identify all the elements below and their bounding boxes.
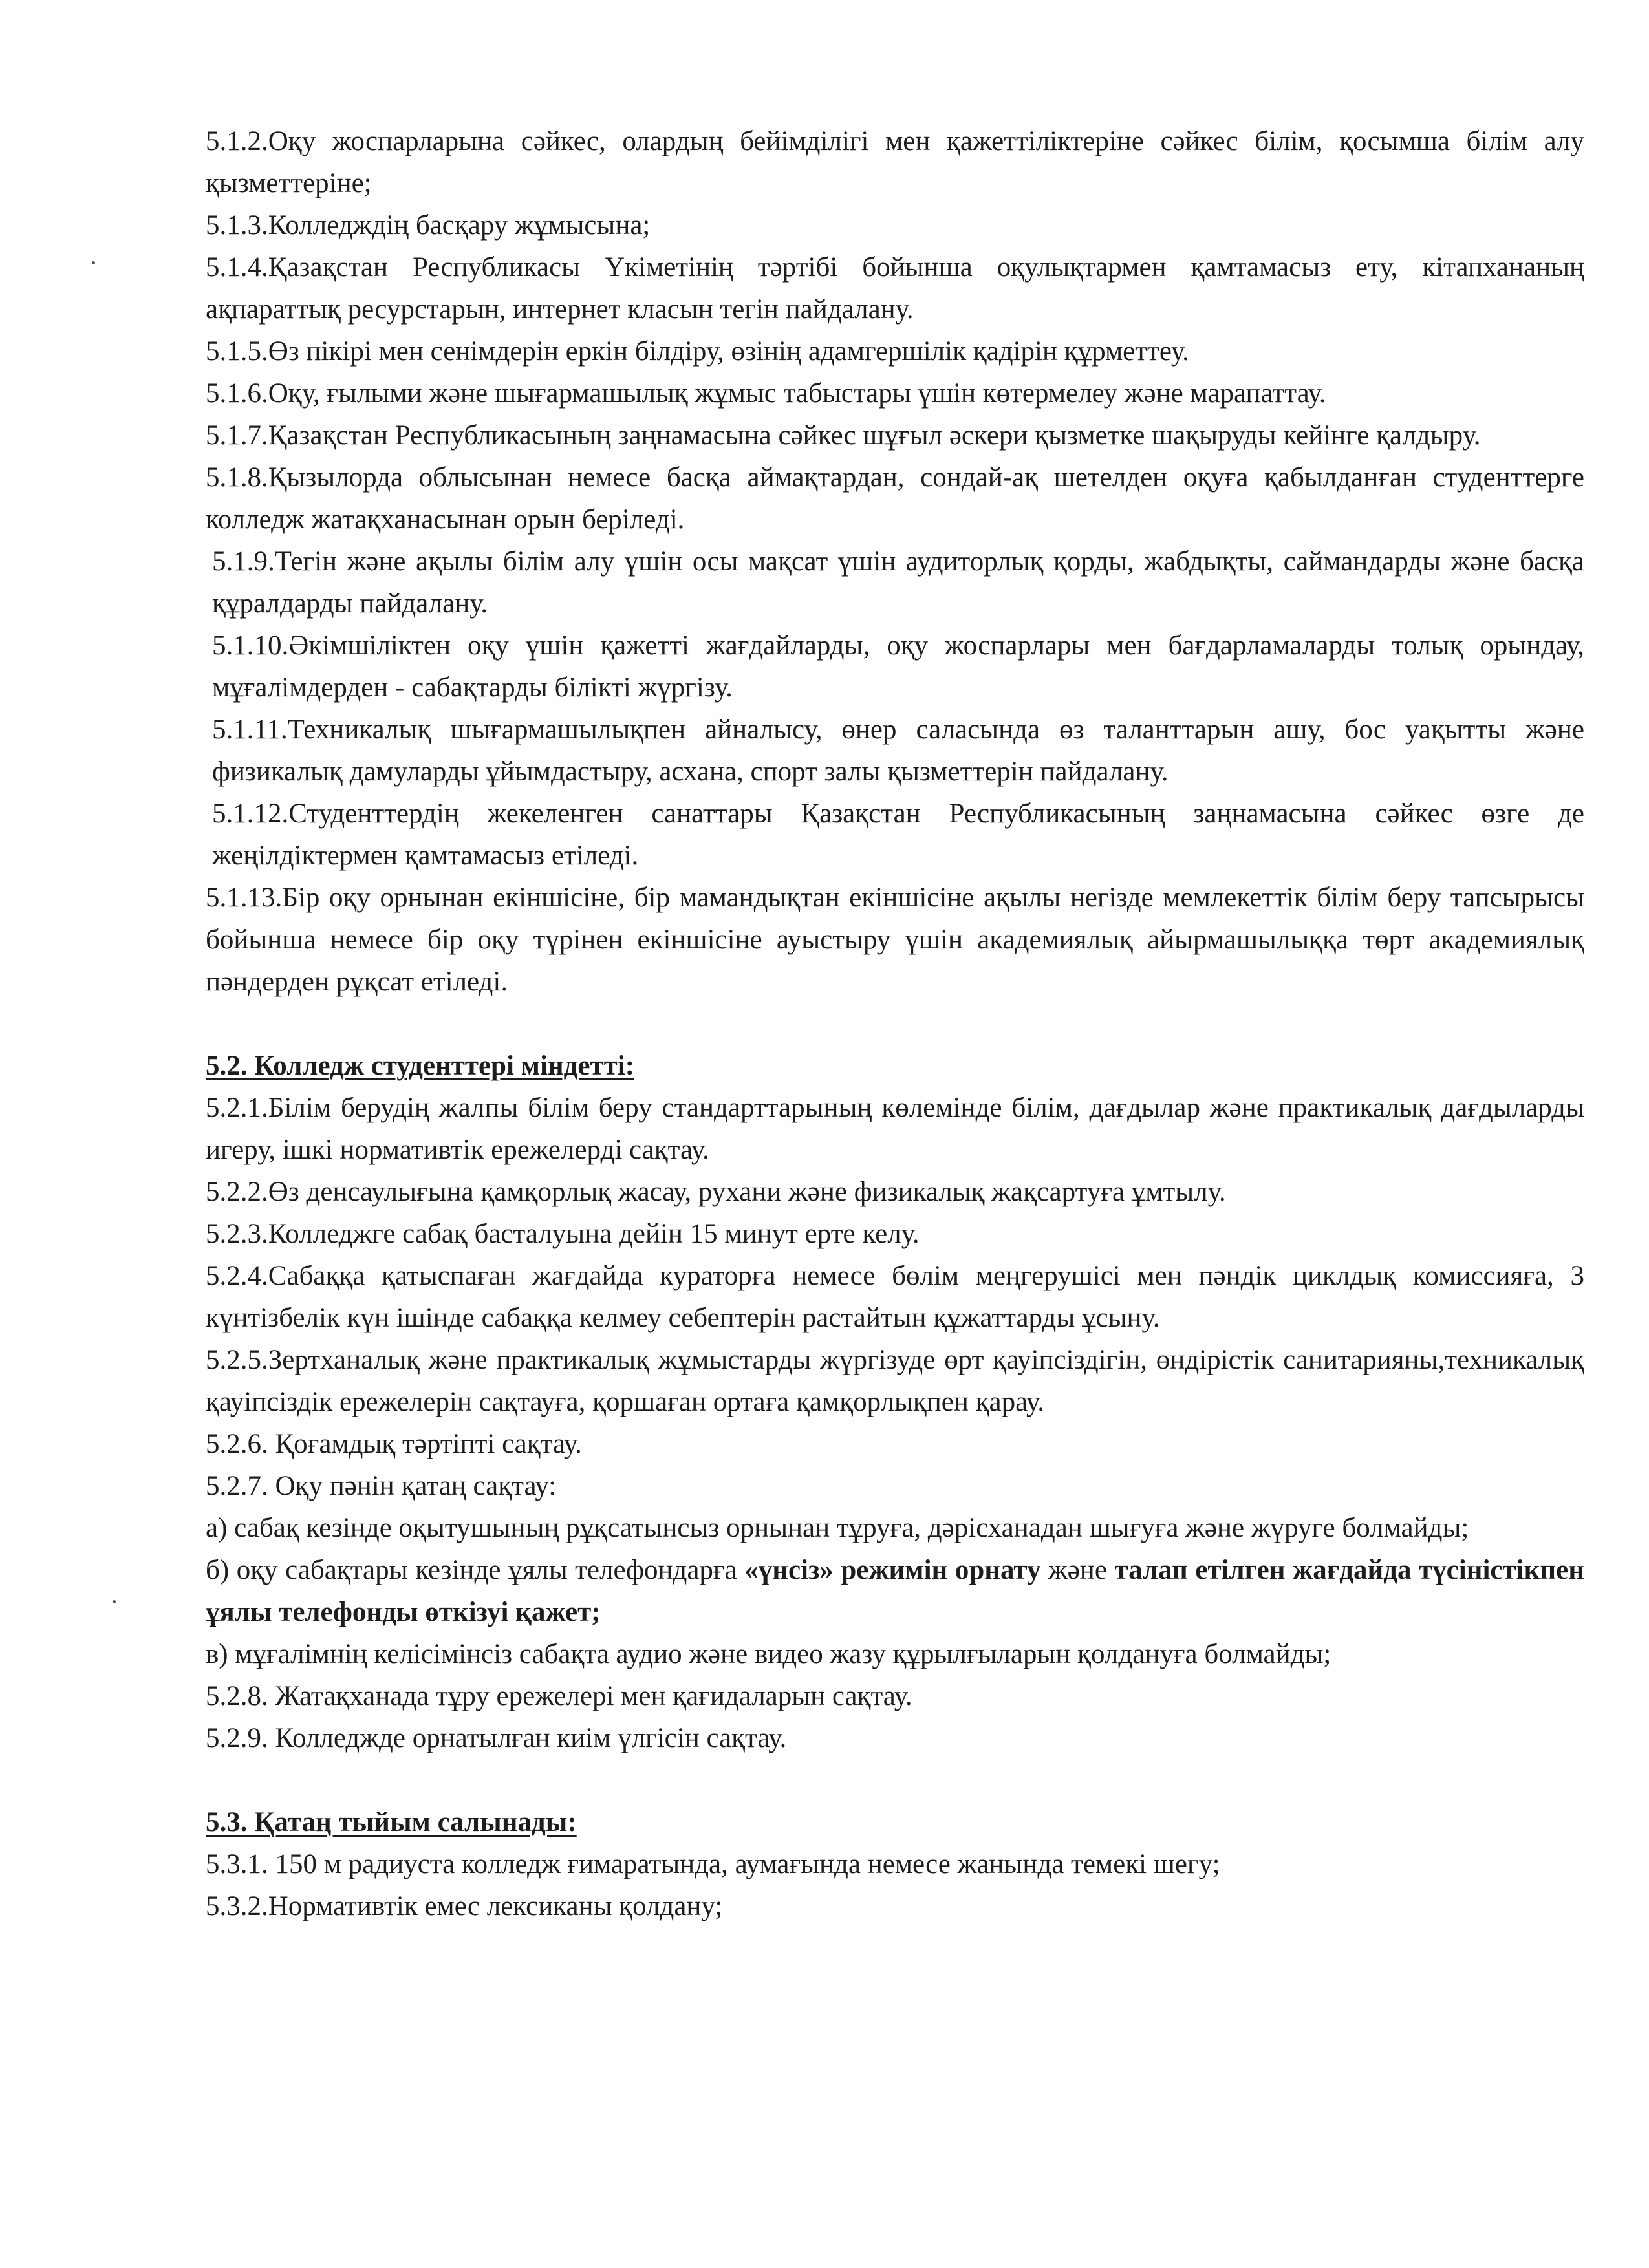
- clause-5-2-7-b: [206, 1549, 1584, 1633]
- clause-b-bold-1: «үнсіз» режимін орнату: [744, 1555, 1041, 1585]
- section-spacer: [206, 1003, 1584, 1045]
- clause-5-2-7-a: а) сабақ кезінде оқытушының рұқсатынсыз орнынан тұруға, дәрісханадан шығуға және жүруге болмайды;: [206, 1513, 1469, 1543]
- document-page: [206, 120, 1584, 2189]
- clause-b-text-1: б) оқу сабақтары кезінде ұялы телефондарға: [206, 1555, 745, 1585]
- clause-b-bold-2: талап етілген жағдайда түсіністікпен ұялы телефонды өткізуі қажет;: [206, 1555, 1584, 1627]
- section-5-3-heading: 5.3. Қатаң тыйым салынады:: [206, 1807, 577, 1837]
- clause-5-2-9: 5.2.9. Колледжде орнатылған киім үлгісін сақтау.: [206, 1723, 787, 1753]
- clause-5-2-3: 5.2.3.Колледжге сабақ басталуына дейін 15 минут ерте келу.: [206, 1219, 920, 1249]
- clause-5-2-6: 5.2.6. Қоғамдық тәртіпті сақтау.: [206, 1429, 582, 1459]
- clause-5-2-2: 5.2.2.Өз денсаулығына қамқорлық жасау, рухани және физикалық жақсартуға ұмтылу.: [206, 1177, 1226, 1207]
- clause-5-1-11: 5.1.11.Техникалық шығармашылықпен айналысу, өнер саласында өз таланттарын ашу, бос уақытты және физикалық дамуларды ұйымдастыру, асхана, спорт залы қызметтерін пайдалану.: [212, 714, 1584, 787]
- clause-5-2-7-v: в) мұғалімнің келісімінсіз сабақта аудио және видео жазу құрылғыларын қолдануға болмайды;: [206, 1639, 1331, 1669]
- clause-5-1-12: 5.1.12.Студенттердің жекеленген санаттары Қазақстан Республикасының заңнамасына сәйкес өзге де жеңілдіктермен қамтамасыз етіледі.: [212, 798, 1584, 871]
- clause-5-2-5: 5.2.5.Зертханалық және практикалық жұмыстарды жүргізуде өрт қауіпсіздігін, өндірістік санитарияны,техникалық қауіпсіздік ережелерін сақтауға, қоршаған ортаға қамқорлықпен қарау.: [206, 1345, 1584, 1417]
- clause-5-1-10: 5.1.10.Әкімшіліктен оқу үшін қажетті жағдайларды, оқу жоспарлары мен бағдарламаларды толық орындау, мұғалімдерден - сабақтарды білікті жүргізу.: [212, 630, 1584, 703]
- clause-5-1-5: 5.1.5.Өз пікірі мен сенімдерін еркін білдіру, өзінің адамгершілік қадірін құрметтеу.: [206, 336, 1189, 367]
- clause-b-text-2: және: [1040, 1555, 1115, 1585]
- clause-5-2-1: 5.2.1.Білім берудің жалпы білім беру стандарттарының көлемінде білім, дағдылар және практикалық дағдыларды игеру, ішкі нормативтік ережелерді сақтау.: [206, 1093, 1584, 1165]
- clause-5-3-2: 5.3.2.Нормативтік емес лексиканы қолдану;: [206, 1891, 723, 1921]
- clause-5-1-13: 5.1.13.Бір оқу орнынан екіншісіне, бір мамандықтан екіншісіне ақылы негізде мемлекеттік білім беру тапсырысы бойынша немесе бір оқу түрінен екіншісіне ауыстыру үшін академиялық айырмашылыққа төрт академиялық пәндерден рұқсат етіледі.: [206, 883, 1584, 997]
- clause-5-1-8: 5.1.8.Қызылорда облысынан немесе басқа аймақтардан, сондай-ақ шетелден оқуға қабылданған студенттерге колледж жатақханасынан орын беріледі.: [206, 462, 1584, 535]
- clause-5-1-3: 5.1.3.Колледждің басқару жұмысына;: [206, 210, 651, 241]
- clause-5-2-7: 5.2.7. Оқу пәнін қатаң сақтау:: [206, 1471, 557, 1501]
- clause-5-2-4: 5.2.4.Сабаққа қатыспаған жағдайда кураторға немесе бөлім меңгерушісі мен пәндік циклдық комиссияға, 3 күнтізбелік күн ішінде сабаққа келмеу себептерін растайтын құжаттарды ұсыну.: [206, 1261, 1584, 1333]
- clause-5-1-6: 5.1.6.Оқу, ғылыми және шығармашылық жұмыс табыстары үшін көтермелеу және марапаттау.: [206, 378, 1326, 409]
- scan-speck: [92, 261, 95, 264]
- clause-5-1-9: 5.1.9.Тегін және ақылы білім алу үшін осы мақсат үшін аудиторлық қорды, жабдықты, саймандарды және басқа құралдарды пайдалану.: [212, 546, 1584, 619]
- scan-speck: [113, 1600, 116, 1603]
- clause-5-3-1: 5.3.1. 150 м радиуста колледж ғимаратында, аумағында немесе жанында темекі шегу;: [206, 1849, 1220, 1879]
- section-5-2-heading: 5.2. Колледж студенттері міндетті:: [206, 1051, 635, 1081]
- clause-5-1-2: 5.1.2.Оқу жоспарларына сәйкес, олардың бейімділігі мен қажеттіліктеріне сәйкес білім, қосымша білім алу қызметтеріне;: [206, 126, 1584, 198]
- clause-5-2-8: 5.2.8. Жатақханада тұру ережелері мен қағидаларын сақтау.: [206, 1681, 912, 1711]
- section-spacer: [206, 1759, 1584, 1801]
- clause-5-1-7: 5.1.7.Қазақстан Республикасының заңнамасына сәйкес шұғыл әскери қызметке шақыруды кейінге қалдыру.: [206, 420, 1481, 451]
- clause-5-1-4: 5.1.4.Қазақстан Республикасы Үкіметінің тәртібі бойынша оқулықтармен қамтамасыз ету, кітапхананың ақпараттық ресурстарын, интернет класын тегін пайдалану.: [206, 252, 1584, 325]
